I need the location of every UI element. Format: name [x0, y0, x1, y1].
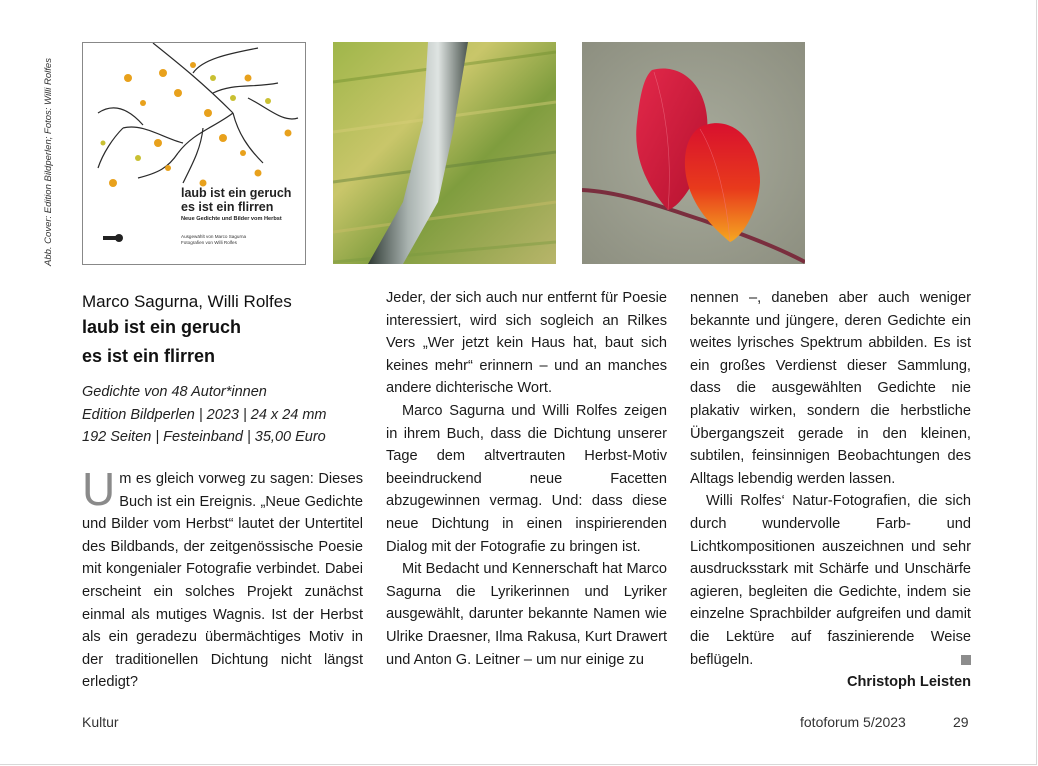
photo-credit: Abb. Cover: Edition Bildperlen; Fotos: Willi Rolfes	[43, 58, 54, 266]
article-column-3	[690, 287, 971, 694]
footer-magazine: fotoforum 5/2023	[800, 714, 906, 730]
footer-section: Kultur	[82, 714, 119, 730]
cover-subtitle: Neue Gedichte und Bilder vom Herbst	[181, 216, 282, 222]
article-paragraph: nennen –, daneben aber auch weniger bekannte und jüngere, deren Gedichte ein weites lyrisches Spektrum abbilden. Es ist ein großes Verdienst dieser Sammlung, dass die ausgewählten Gedichte nie plakativ wirken, sondern die herbstliche Übergangszeit gerade in den kleinen, subtilen, feinsinnigen Beobachtungen des Alltags lebendig werden lassen.	[690, 290, 971, 487]
article-paragraph: Willi Rolfes‘ Natur-Fotografien, die sich durch wundervolle Farb- und Lichtkompositionen auszeichnen und sehr ausdrucksstark mit Schärfe und Unschärfe agieren, begleiten die Gedichte, indem sie einzelne Sprachbilder aufgreifen und damit die Lektüre auf faszinierende Weise beflügeln.	[690, 493, 971, 668]
autumn-branch-illustration	[83, 43, 305, 264]
article-paragraph: Um es gleich vorweg zu sagen: Dieses Buch ist ein Ereignis. „Neue Gedichte und Bilder vom Herbst“ lautet der Untertitel des Bildbands, der zeitgenössische Poesie mit kongenialer Fotografie verbindet. Dabei erscheint ein solches Projekt zunächst einmal als mutiges Wagnis. Ist der Herbst als ein geradezu übermächtiges Motiv in der traditionellen Dichtung nicht längst erledigt?	[82, 463, 363, 691]
article-column-2	[386, 287, 667, 671]
publisher-logo-icon	[103, 233, 123, 243]
tree-photo-graphic	[333, 42, 556, 264]
tree-motion-blur-photo	[333, 42, 556, 264]
book-meta: Gedichte von 48 Autor*innen Edition Bildperlen | 2023 | 24 x 24 mm 192 Seiten | Festeinband | 35,00 Euro	[82, 384, 327, 446]
drop-cap: U	[82, 463, 116, 515]
article-column-1	[82, 463, 363, 694]
article-paragraph: Jeder, der sich auch nur entfernt für Poesie interessiert, wird sich sogleich an Rilkes Vers „Wer jetzt kein Haus hat, baut sich keines mehr“ erinnern – und an manches andere dichterische Wort.	[386, 290, 667, 397]
book-cover-image	[82, 42, 306, 265]
page-number: 29	[953, 714, 969, 730]
red-leaves-graphic	[582, 42, 805, 264]
book-info	[82, 291, 372, 449]
article-paragraph: Marco Sagurna und Willi Rolfes zeigen in ihrem Buch, dass die Dichtung unserer Tage dem altvertrauten Herbst-Motiv beeindruckend neue Facetten abzugewinnen vermag. Und: dass diese neue Dichtung in einen inspirierenden Dialog mit der Fotografie zu bringen ist.	[386, 402, 667, 555]
book-authors: Marco Sagurna, Willi Rolfes	[82, 292, 292, 311]
cover-title: laub ist ein geruch es ist ein flirren	[181, 186, 292, 214]
red-leaves-photo	[582, 42, 805, 264]
book-title: laub ist ein geruch es ist ein flirren	[82, 317, 242, 366]
end-square-icon	[961, 655, 971, 665]
cover-editor-credits: Ausgewählt von Marco Sagurna Fotografien von Willi Rolfes	[181, 234, 247, 245]
article-paragraph: Mit Bedacht und Kennerschaft hat Marco Sagurna die Lyrikerinnen und Lyriker ausgewählt, darunter bekannte Namen wie Ulrike Draesner, Ilma Rakusa, Kurt Drawert und Anton G. Leitner – um nur einige zu	[386, 561, 667, 668]
article-author: Christoph Leisten	[846, 674, 971, 691]
